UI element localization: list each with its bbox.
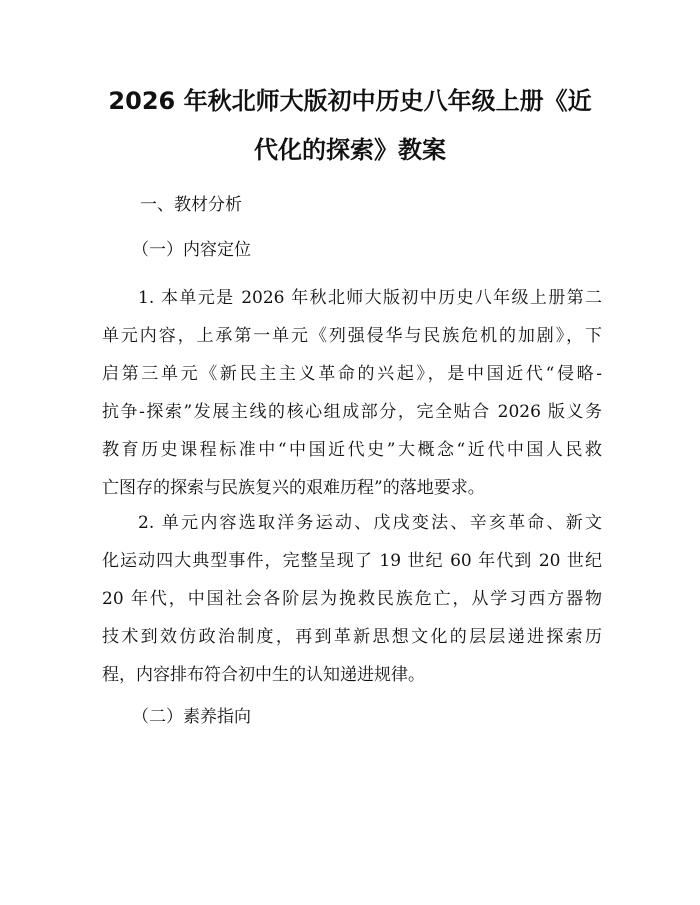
paragraph-1-line: 抗争-探索”发展主线的核心组成部分，完全贴合 2026 版义务 xyxy=(102,402,602,422)
paragraph-1-line: 1. 本单元是 2026 年秋北师大版初中历史八年级上册第二 xyxy=(138,288,602,308)
paragraph-1-line: 亡图存的探索与民族复兴的艰难历程”的落地要求。 xyxy=(102,478,485,498)
paragraph-2-line: 技术到效仿政治制度，再到革新思想文化的层层递进探索历 xyxy=(102,627,602,647)
document-title-line-1: 2026 年秋北师大版初中历史八年级上册《近 xyxy=(108,87,592,115)
paragraph-1-line: 教育历史课程标准中“中国近代史”大概念“近代中国人民救 xyxy=(102,440,602,460)
paragraph-1-line: 单元内容，上承第一单元《列强侵华与民族危机的加剧》，下 xyxy=(102,326,602,346)
section-heading-teaching-material-analysis: 一、教材分析 xyxy=(140,195,242,215)
paragraph-1-line: 启第三单元《新民主主义革命的兴起》，是中国近代“侵略- xyxy=(102,364,602,384)
paragraph-2-line: 程，内容排布符合初中生的认知递进规律。 xyxy=(102,665,425,685)
paragraph-2-line: 化运动四大典型事件，完整呈现了 19 世纪 60 年代到 20 世纪 xyxy=(102,551,602,571)
subsection-heading-literacy-orientation: （二）素养指向 xyxy=(132,707,251,727)
document-title-line-2: 代化的探索》教案 xyxy=(254,136,446,164)
subsection-heading-content-positioning: （一）内容定位 xyxy=(132,240,251,260)
paragraph-2-line: 2. 单元内容选取洋务运动、戊戌变法、辛亥革命、新文 xyxy=(138,513,602,533)
paragraph-2-line: 20 年代，中国社会各阶层为挽救民族危亡，从学习西方器物 xyxy=(102,589,602,609)
